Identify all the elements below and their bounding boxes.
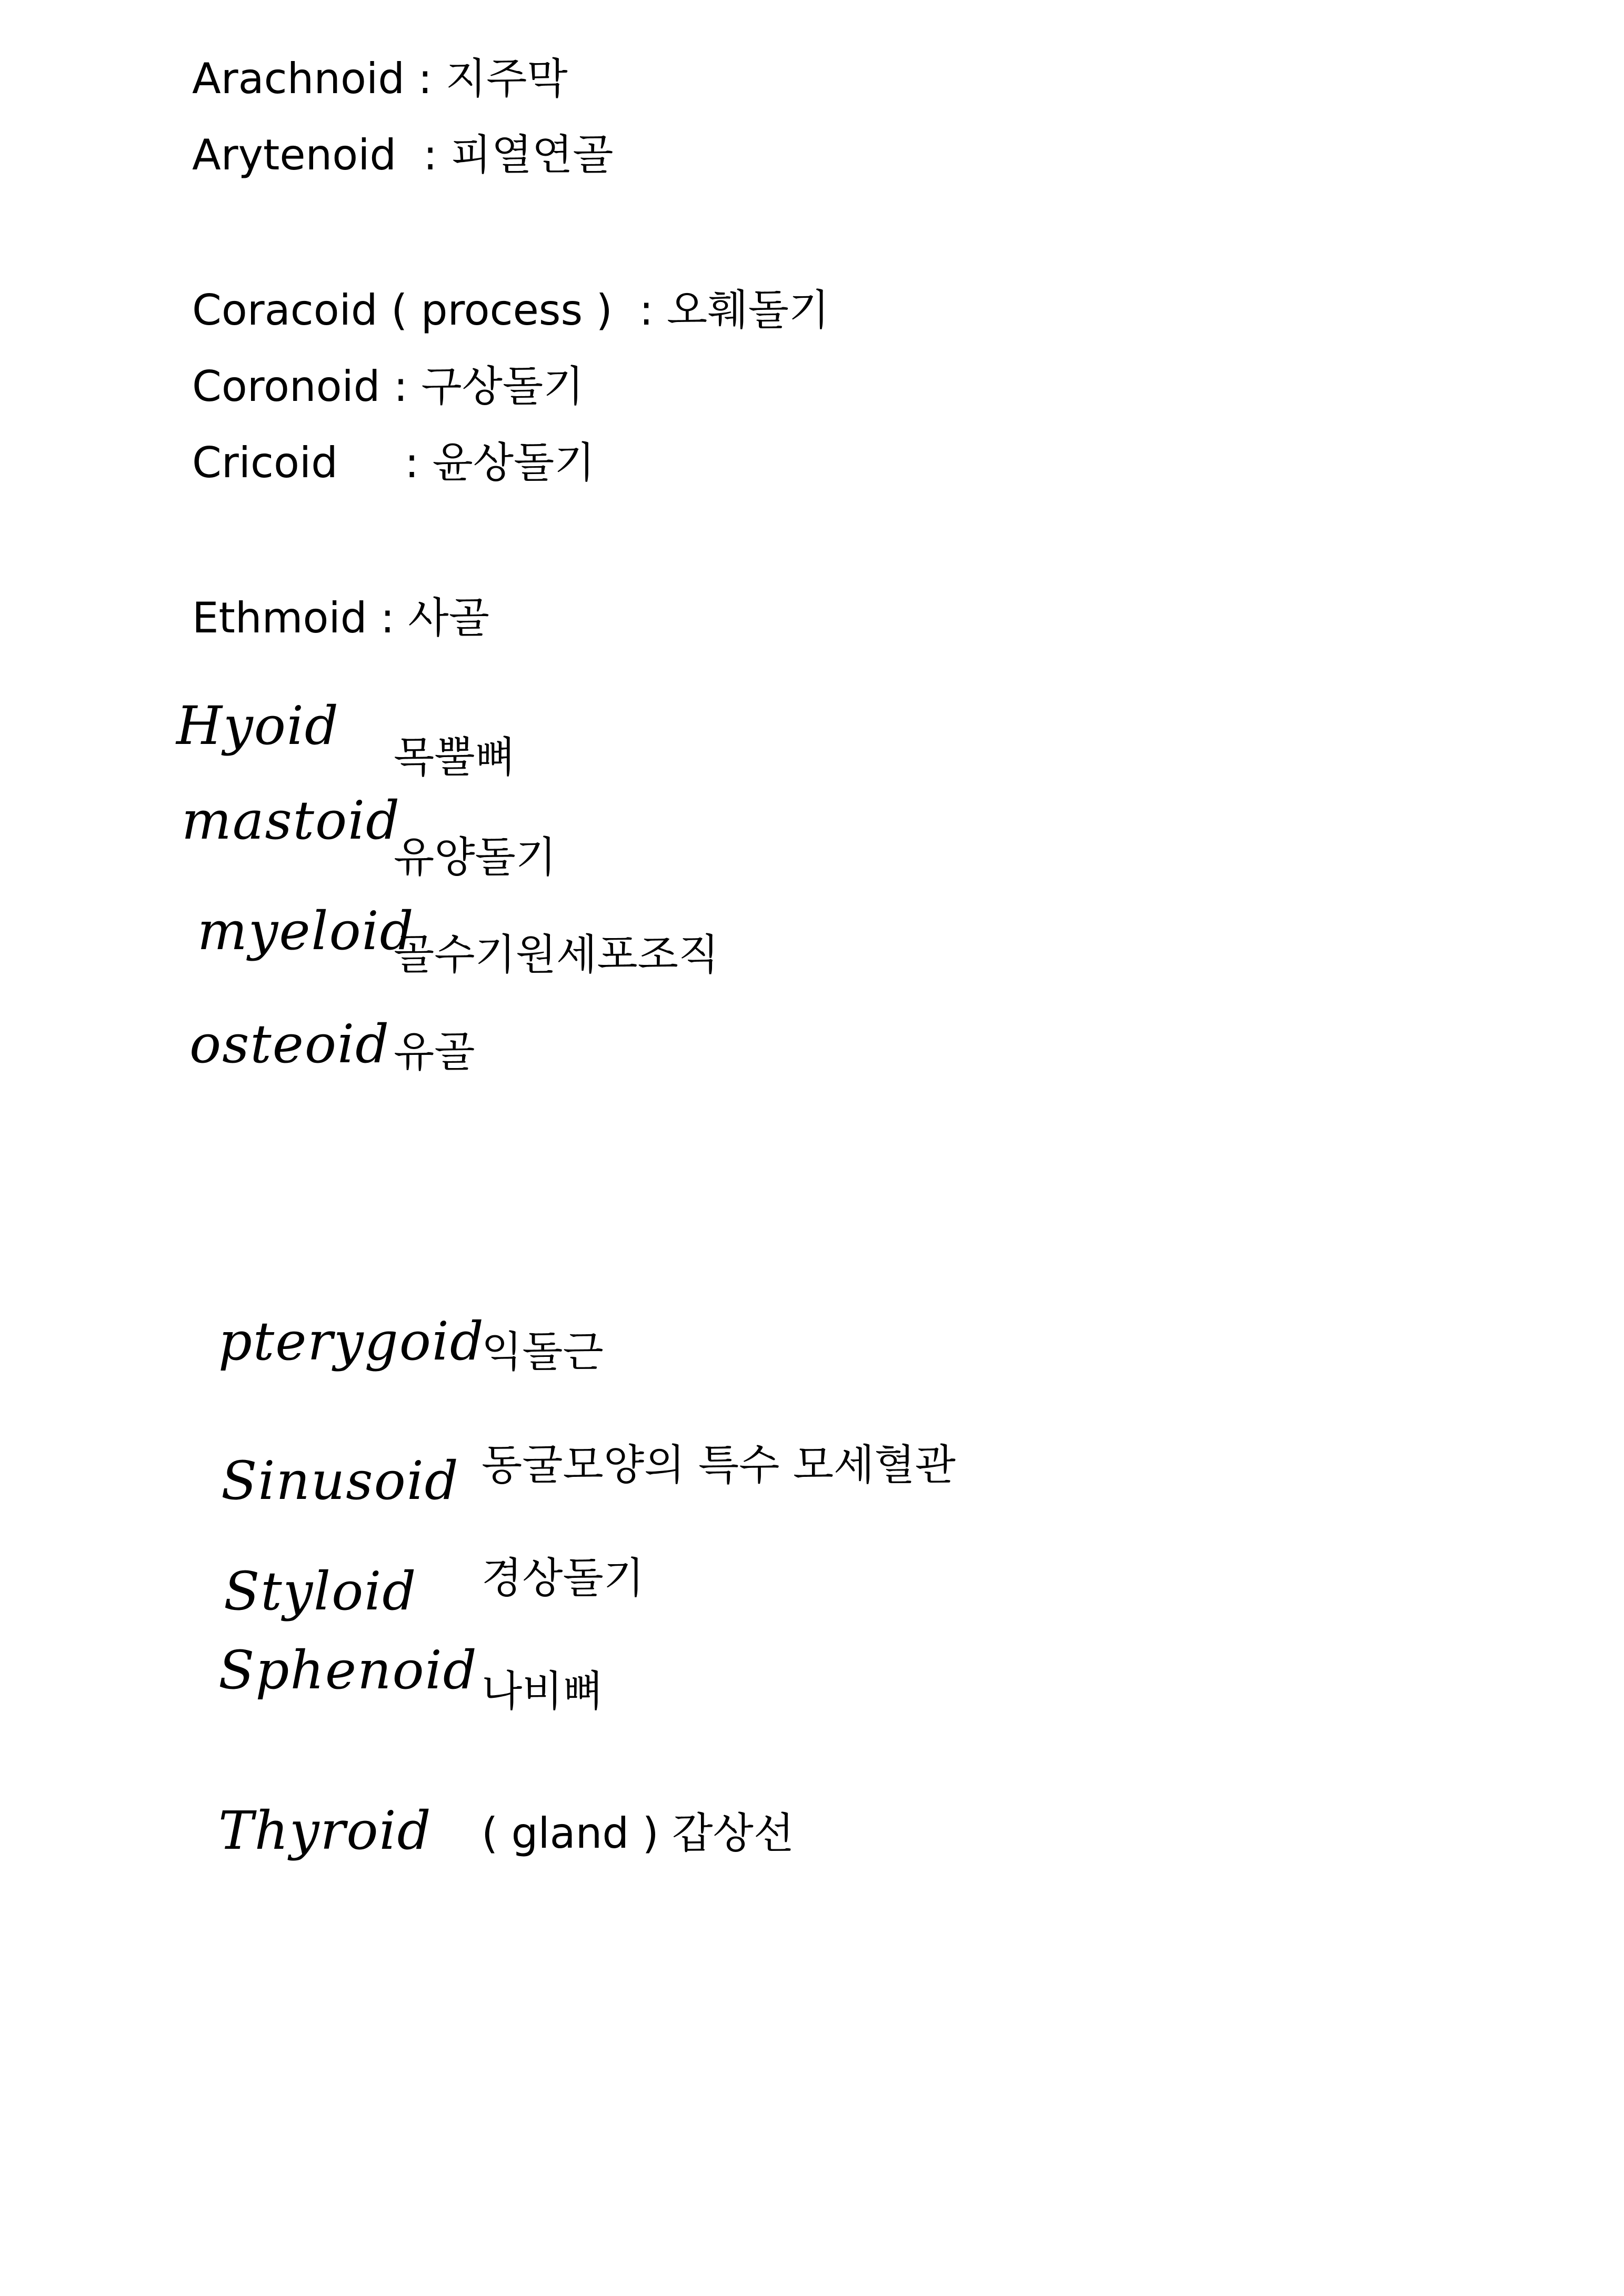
entry-arytenoid (192, 130, 614, 179)
meaning-sinusoid: 동굴모양의 특수 모세혈관 (482, 1441, 956, 1489)
meaning-hyoid: 목뿔뼈 (394, 733, 516, 782)
handwritten-term-sphenoid: Sphenoid (218, 1639, 478, 1701)
entry-coronoid (192, 362, 584, 411)
separator: : (396, 130, 451, 179)
separator: : (612, 286, 667, 335)
term: Coracoid ( process ) (192, 286, 613, 335)
entry-arachnoid (192, 54, 568, 103)
meaning: 윤상돌기 (432, 438, 595, 487)
meaning-sphenoid: 나비뼈 (482, 1667, 604, 1716)
meaning-thyroid: ( gland ) 갑상선 (482, 1809, 795, 1858)
meaning-pterygoid: 익돌근 (482, 1327, 604, 1376)
separator: : (337, 438, 433, 487)
handwritten-term-osteoid: osteoid (189, 1013, 390, 1075)
handwritten-term-pterygoid: pterygoid (218, 1311, 485, 1372)
handwritten-term-styloid: Styloid (224, 1560, 417, 1622)
term: Cricoid (192, 438, 338, 487)
entry-cricoid (192, 438, 595, 487)
term: Ethmoid (192, 593, 367, 642)
meaning-myeloid: 골수기원세포조직 (394, 930, 719, 979)
handwritten-term-thyroid: Thyroid (218, 1800, 432, 1861)
handwritten-term-mastoid: mastoid (182, 790, 401, 851)
separator: : (367, 593, 408, 642)
handwritten-term-myeloid: myeloid (197, 900, 415, 962)
entry-ethmoid (192, 593, 489, 642)
handwritten-term-hyoid: Hyoid (176, 695, 339, 757)
separator: : (380, 362, 422, 411)
meaning-osteoid: 유골 (394, 1028, 475, 1076)
meaning-styloid: 경상돌기 (482, 1554, 645, 1603)
term: Coronoid (192, 362, 380, 411)
meaning: 오훼돌기 (667, 286, 830, 335)
term: Arachnoid (192, 54, 405, 103)
separator: : (404, 54, 446, 103)
meaning: 지주막 (445, 54, 568, 103)
entry-coracoid (192, 286, 830, 335)
meaning: 구상돌기 (421, 362, 584, 411)
term: Arytenoid (192, 130, 397, 179)
meaning-mastoid: 유양돌기 (394, 833, 557, 882)
meaning: 피열연골 (450, 130, 614, 179)
handwritten-term-sinusoid: Sinusoid (221, 1450, 459, 1512)
meaning: 사골 (408, 593, 489, 642)
